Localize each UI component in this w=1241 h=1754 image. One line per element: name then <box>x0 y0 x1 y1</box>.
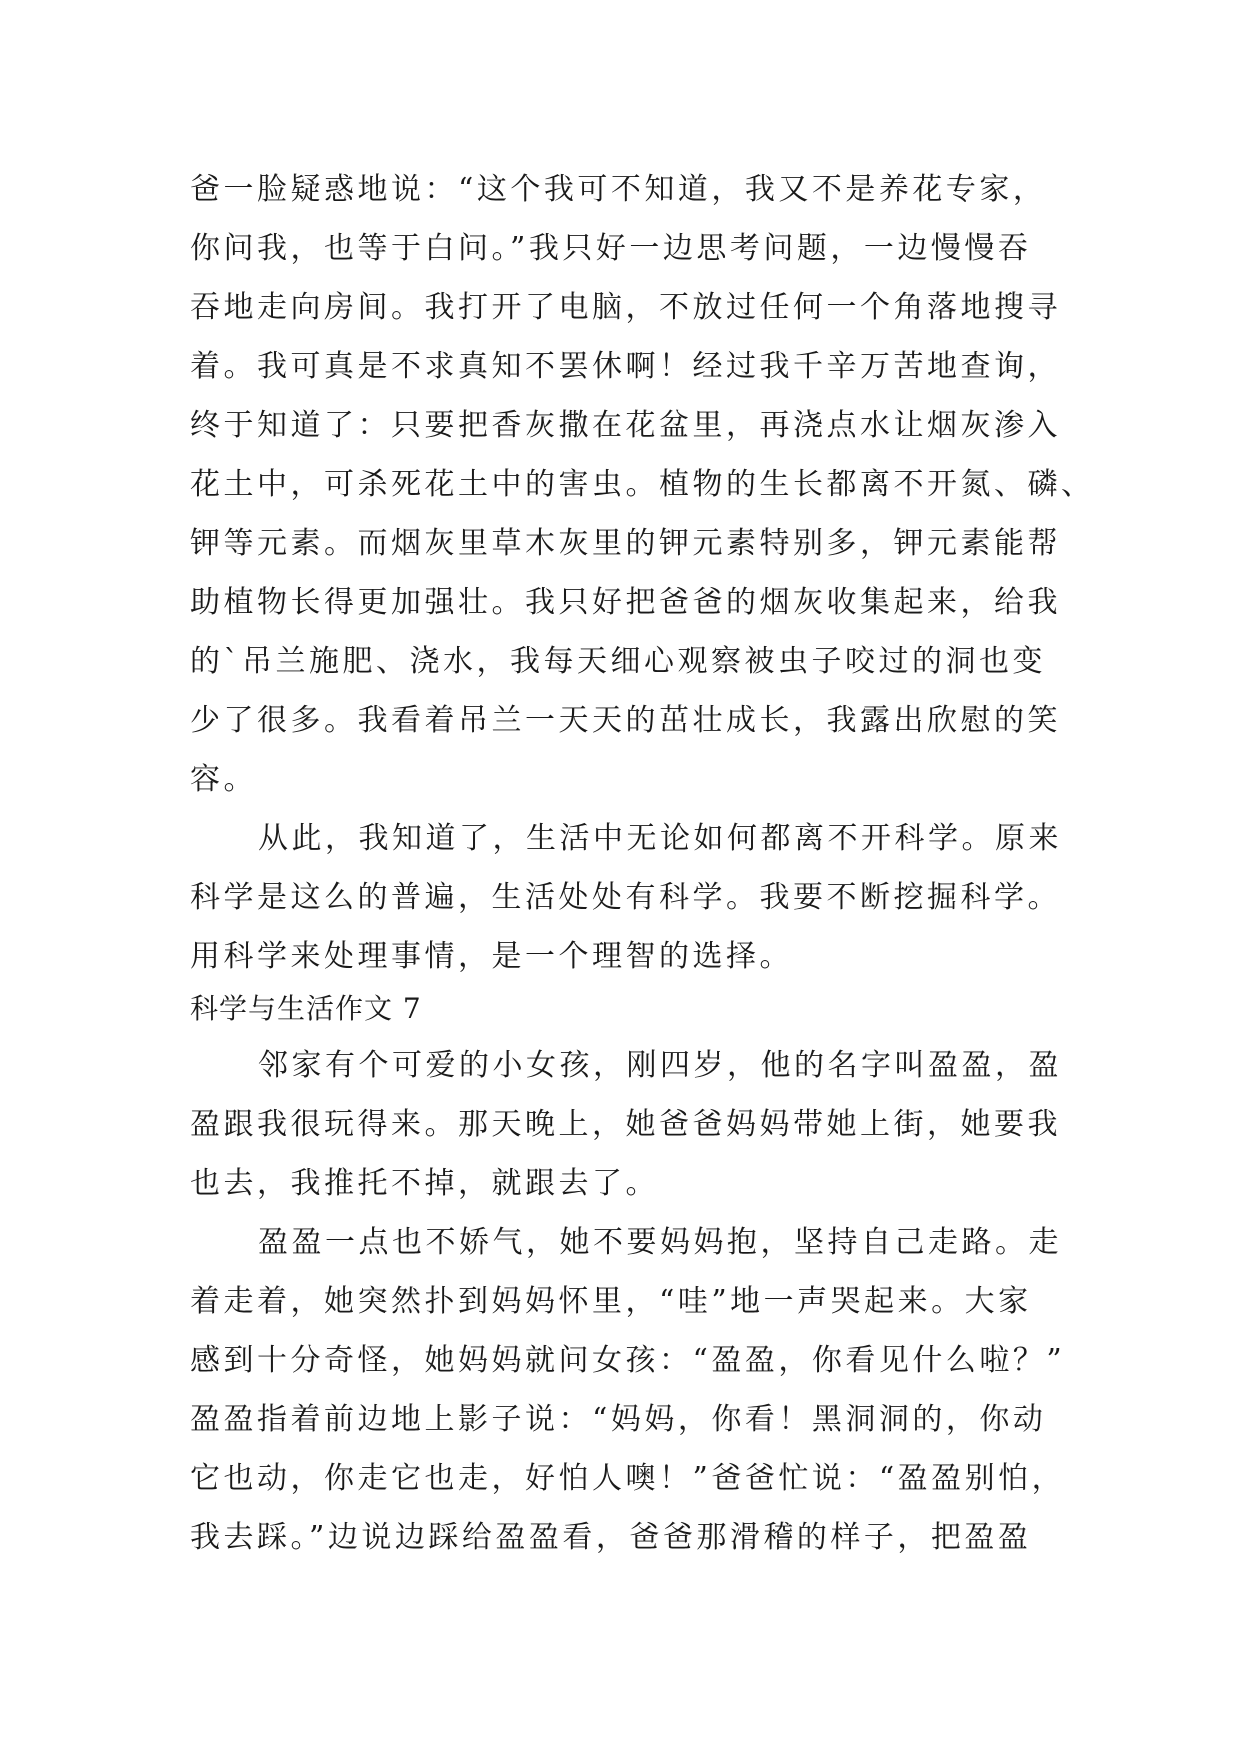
text-line: 盈跟我很玩得来。那天晚上，她爸爸妈妈带她上街，她要我 <box>190 1107 1061 1142</box>
text-line: 它也动，你走它也走，好怕人噢！”爸爸忙说：“盈盈别怕， <box>190 1461 1066 1496</box>
text-line: 盈盈指着前边地上影子说：“妈妈，你看！黑洞洞的，你动 <box>190 1402 1047 1437</box>
text-line: 终于知道了：只要把香灰撒在花盆里，再浇点水让烟灰渗入 <box>190 408 1061 443</box>
text-line: 用科学来处理事情，是一个理智的选择。 <box>190 939 793 974</box>
paragraph <box>190 1036 1070 1213</box>
text-line: 从此，我知道了，生活中无论如何都离不开科学。原来 <box>258 821 1062 856</box>
text-line: 也去，我推托不掉，就跟去了。 <box>190 1166 659 1201</box>
text-line: 的`吊兰施肥、浇水，我每天细心观察被虫子咬过的洞也变 <box>190 644 1046 679</box>
paragraph <box>190 160 1095 809</box>
text-line: 着。我可真是不求真知不罢休啊！经过我千辛万苦地查询， <box>190 349 1061 384</box>
text-line: 邻家有个可爱的小女孩，刚四岁，他的名字叫盈盈，盈 <box>258 1048 1062 1083</box>
text-line: 爸一脸疑惑地说：“这个我可不知道，我又不是养花专家， <box>190 172 1047 207</box>
text-line: 花土中，可杀死花土中的害虫。植物的生长都离不开氮、磷、 <box>190 467 1095 502</box>
text-line: 吞地走向房间。我打开了电脑，不放过任何一个角落地搜寻 <box>190 290 1061 325</box>
text-line: 容。 <box>190 762 257 797</box>
paragraph <box>190 809 1070 986</box>
text-line: 科学是这么的普遍，生活处处有科学。我要不断挖掘科学。 <box>190 880 1061 915</box>
text-line: 助植物长得更加强壮。我只好把爸爸的烟灰收集起来，给我 <box>190 585 1061 620</box>
paragraph <box>190 1213 1070 1567</box>
text-line: 盈盈一点也不娇气，她不要妈妈抱，坚持自己走路。走 <box>258 1225 1062 1260</box>
text-line: 着走着，她突然扑到妈妈怀里，“哇”地一声哭起来。大家 <box>190 1284 1032 1319</box>
text-line: 我去踩。”边说边踩给盈盈看，爸爸那滑稽的样子，把盈盈 <box>190 1520 1032 1555</box>
section-heading: 科学与生活作文 7 <box>190 992 422 1025</box>
text-line: 你问我，也等于白问。”我只好一边思考问题，一边慢慢吞 <box>190 231 1032 266</box>
text-line: 少了很多。我看着吊兰一天天的茁壮成长，我露出欣慰的笑 <box>190 703 1061 738</box>
text-line: 钾等元素。而烟灰里草木灰里的钾元素特别多，钾元素能帮 <box>190 526 1061 561</box>
text-line: 感到十分奇怪，她妈妈就问女孩：“盈盈，你看见什么啦？” <box>190 1343 1066 1378</box>
document-body <box>190 160 1095 1567</box>
